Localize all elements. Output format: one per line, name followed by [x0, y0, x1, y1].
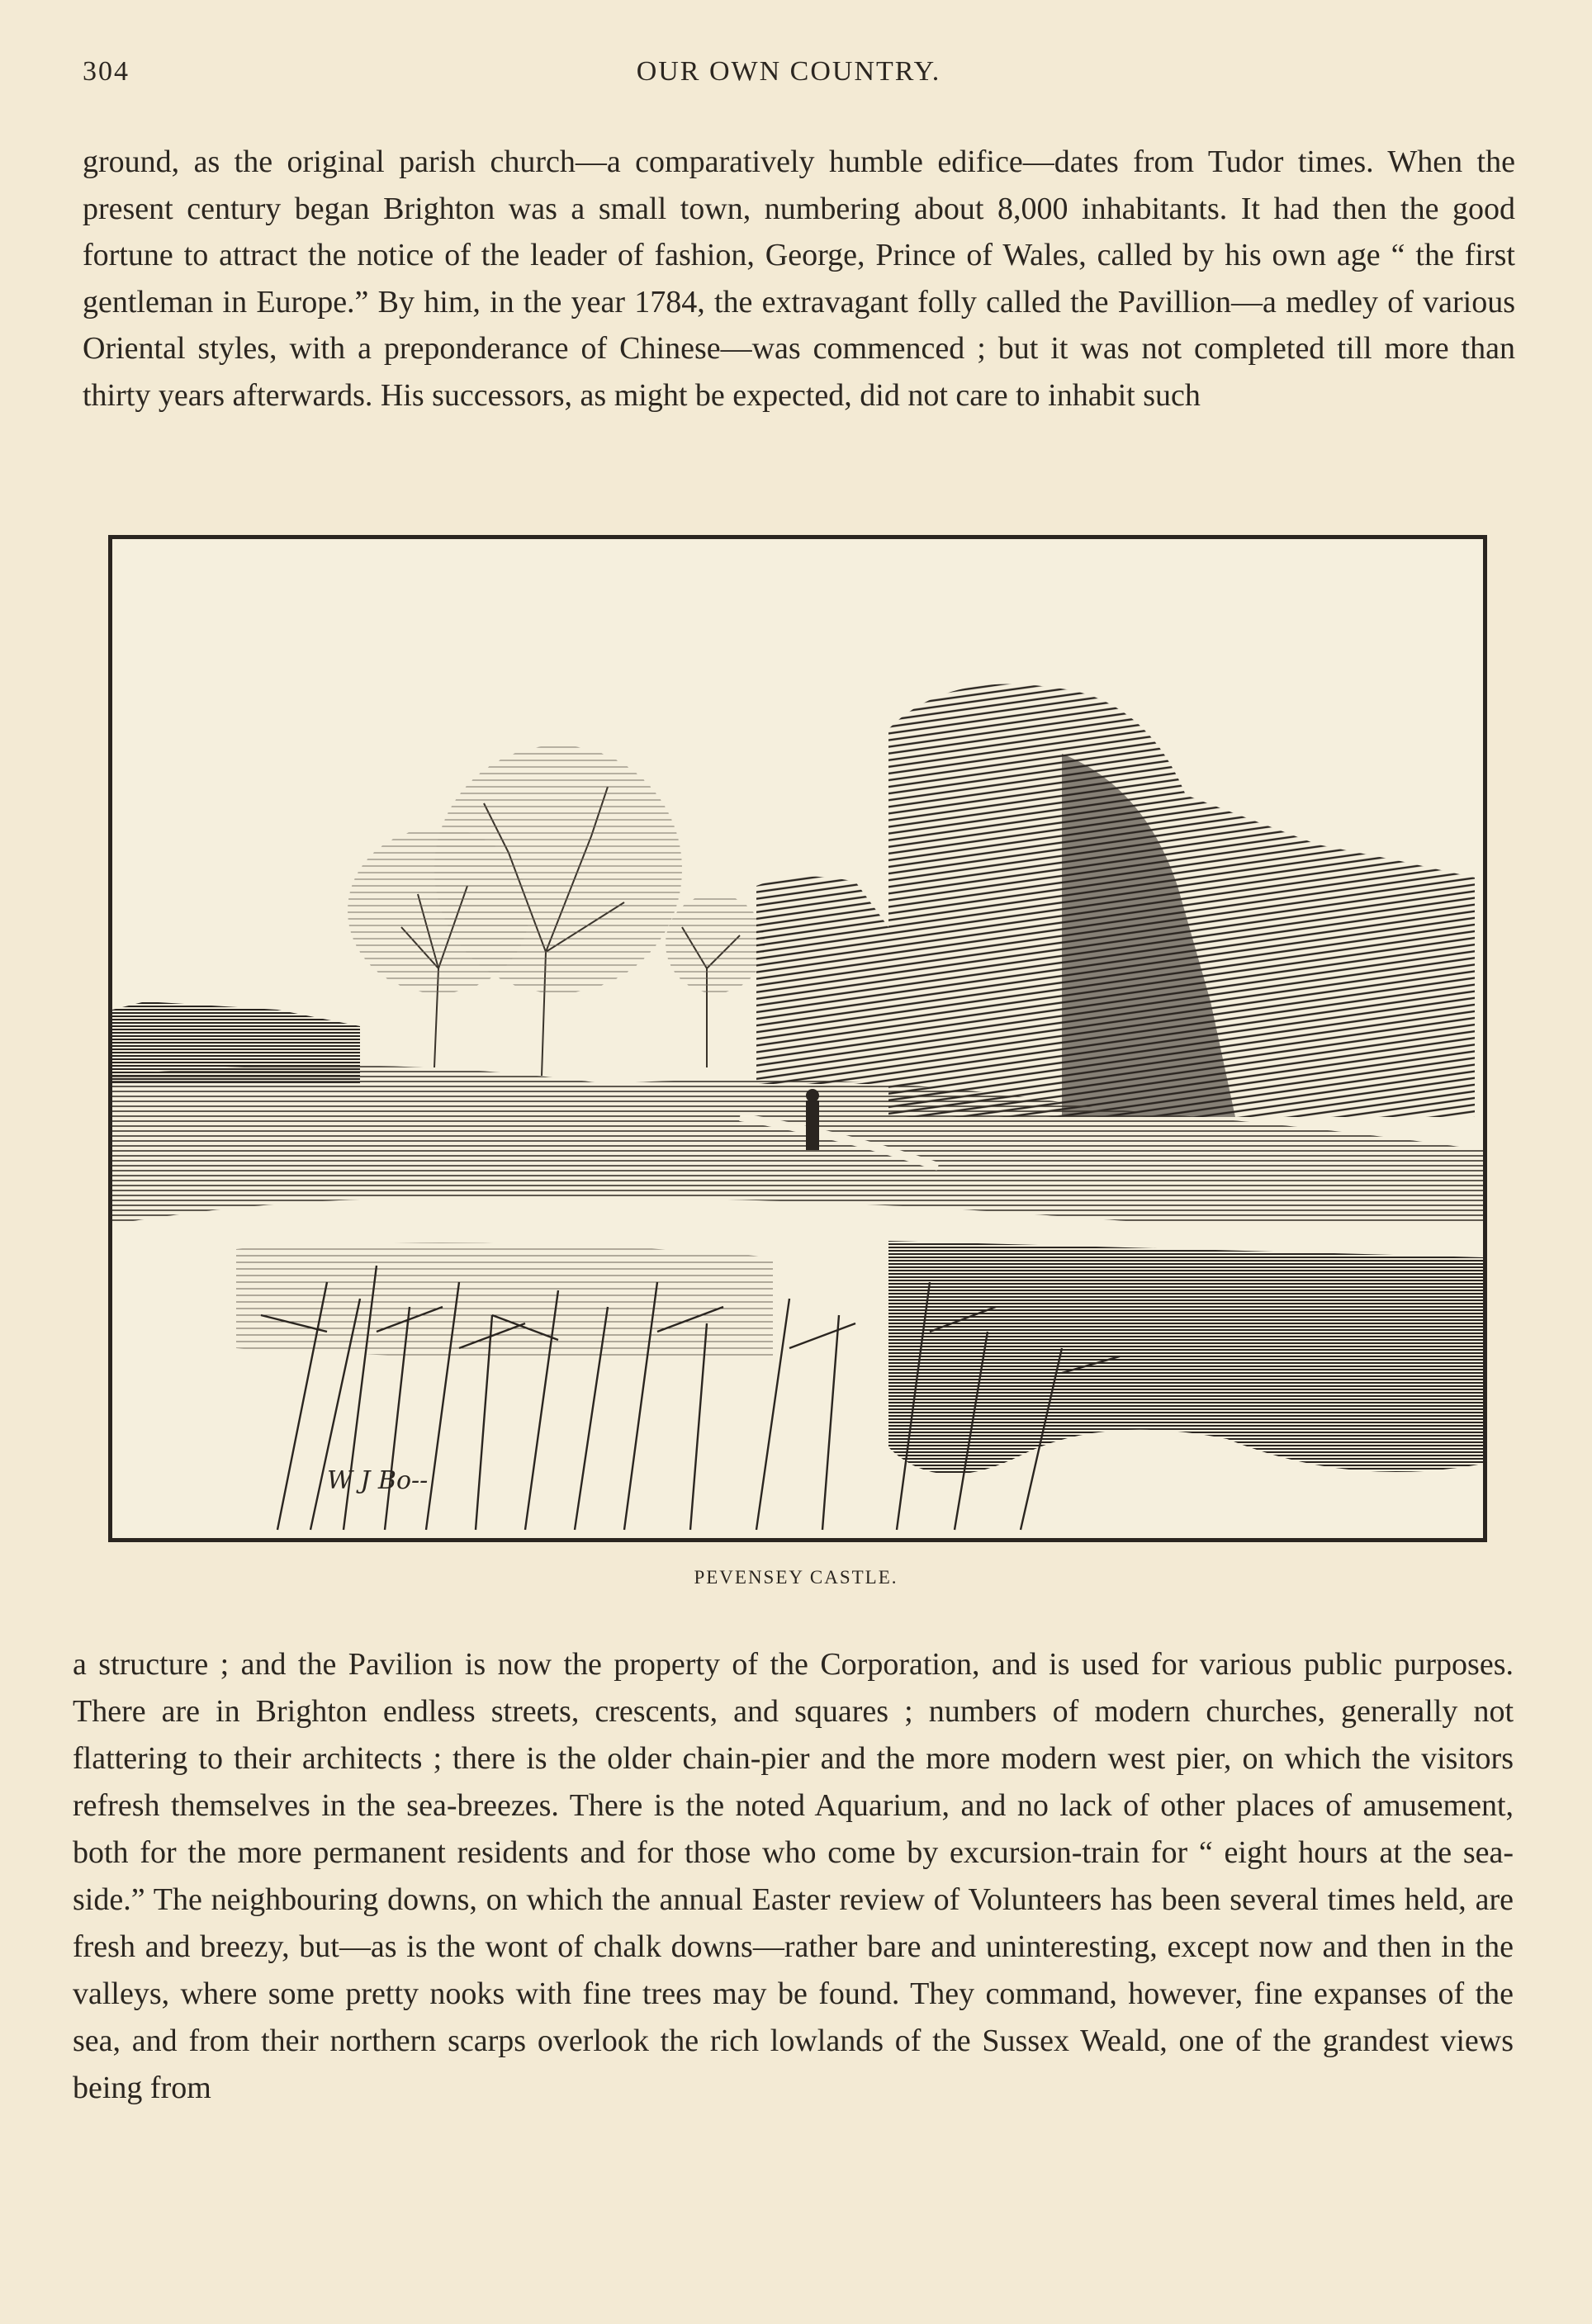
illustration-plate [108, 535, 1487, 1542]
paragraph-top: ground, as the original parish church—a comparatively humble edifice—dates from Tudor times. When the present century began Brighton was a small town, numbering about 8,000 inhabitants. It had then the good fortune to attract the notice of the leader of fashion, George, Prince of Wales, called by his own age “ the first gentleman in Europe.” By him, in the year 1784, the extravagant folly called the Pavillion—a medley of various Oriental styles, with a preponderance of Chinese—was commenced ; but it was not completed till more than thirty years afterwards. His successors, as might be expected, did not care to inhabit such [83, 144, 1515, 413]
illustration-caption: PEVENSEY CASTLE. [694, 1567, 898, 1588]
engraver-signature: W J Bo-- [327, 1466, 429, 1495]
body-text-bottom [73, 1641, 1514, 2112]
paragraph-bottom: a structure ; and the Pavilion is now the property of the Corporation, and is used for various public purposes. There are in Brighton endless streets, crescents, and squares ; numbers of modern churches, generally not flattering to their architects ; there is the older chain-pier and the more modern west pier, on which the visitors refresh themselves in the sea-breezes. There is the noted Aquarium, and no lack of other places of amusement, both for the more permanent residents and for those who come by excursion-train for “ eight hours at the sea-side.” The neighbouring downs, on which the annual Easter review of Volunteers has been several times held, are fresh and breezy, but—as is the wont of chalk downs—rather bare and uninteresting, except now and then in the valleys, where some pretty nooks with fine trees may be found. They command, however, fine expanses of the sea, and from their northern scarps overlook the rich lowlands of the Sussex Weald, one of the grandest views being from [73, 1647, 1514, 2105]
pevensey-castle-engraving [112, 539, 1483, 1538]
body-text-top [83, 139, 1515, 419]
running-head [83, 56, 1495, 97]
running-title: OUR OWN COUNTRY. [636, 56, 941, 87]
page-number: 304 [83, 56, 130, 87]
